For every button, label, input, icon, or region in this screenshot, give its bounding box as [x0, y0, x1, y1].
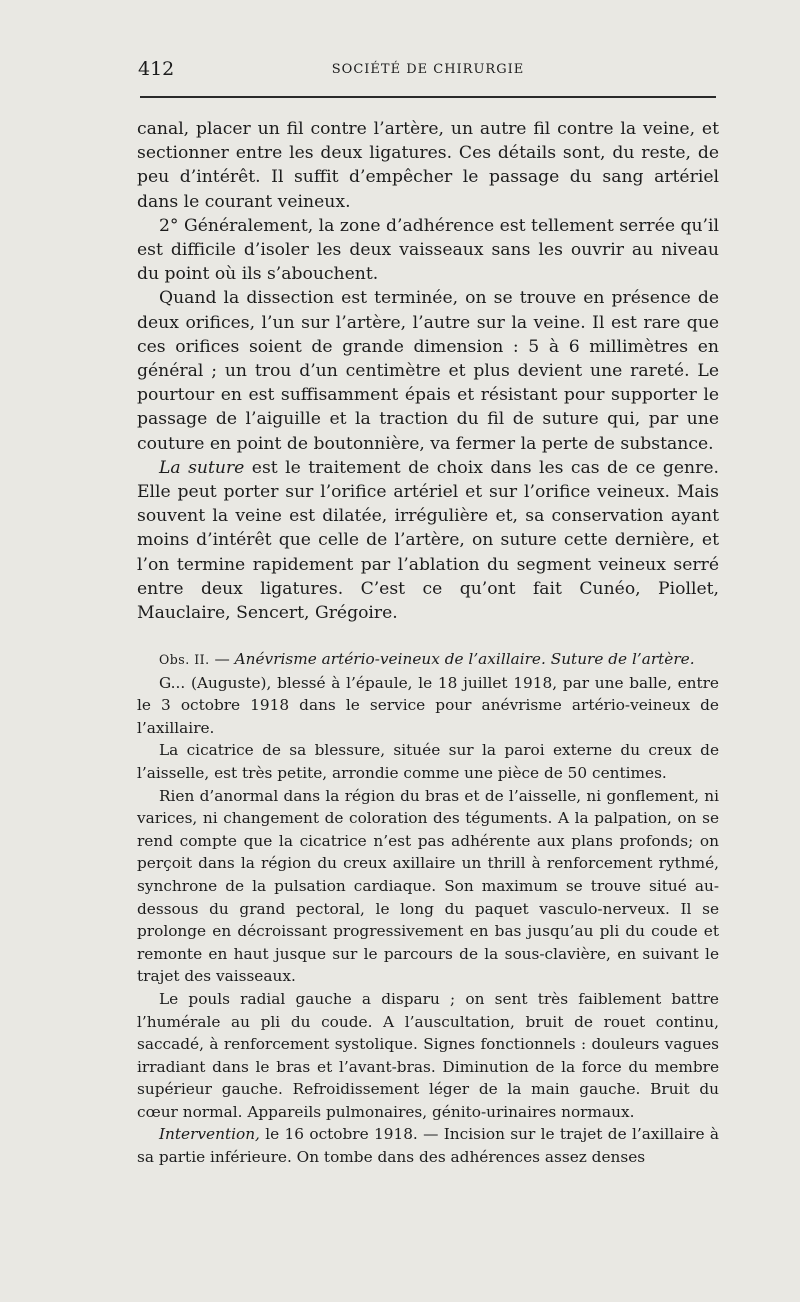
paragraph: Le pouls radial gauche a disparu ; on sent très faiblement battre l’humérale au pli du coude. A l’auscultation, bruit de rouet continu, saccadé, à renforcement systolique. Signes fonctionnels : douleurs vagues irradiant dans le bras et l’avant-bras. Diminution de la force du membre supérieur gauche. Refroidissement léger de la main gauche. Bruit du cœur normal. Appareils pulmonaires, génito-urinaires normaux.: [137, 989, 719, 1121]
paragraph: Quand la dissection est terminée, on se trouve en présence de deux orifices, l’un sur l’artère, l’autre sur la veine. Il est rare que ces orifices soient de grande dimension : 5 à 6 millimètres en général ; un trou d’un centimètre et plus devient une rareté. Le pourtour en est suffisamment épais et résistant pour supporter le passage de l’aiguille et la traction du fil de suture qui, par une couture en point de boutonnière, va fermer la perte de substance.: [137, 288, 719, 454]
italic-term: La suture: [159, 457, 245, 478]
paragraph-text: le 16 octobre 1918. — Incision sur le trajet de l’axillaire à sa partie inférieure. On tombe dans des adhérences assez denses: [137, 1125, 719, 1167]
paragraph: Rien d’anormal dans la région du bras et de l’aisselle, ni gonflement, ni varices, ni changement de coloration des téguments. A la palpation, on se rend compte que la cicatrice n’est pas adhérente aux plans profonds; on perçoit dans la région du creux axillaire un thrill à renforcement rythmé, synchrone de la pulsation cardiaque. Son maximum se trouve situé au-dessous du grand pectoral, le long du paquet vasculo-nerveux. Il se prolonge en décroissant progressivement en bas jusqu’au pli du coude et remonte en haut jusque sur le parcours de la sous-clavière, en suivant le trajet des vaisseaux.: [137, 786, 719, 986]
observation-title: Anévrisme artério-veineux de l’axillaire. Suture de l’artère.: [234, 650, 695, 668]
paragraph-text: est le traitement de choix dans les cas de ce genre. Elle peut porter sur l’orifice artériel et sur l’orifice veineux. Mais souvent la veine est dilatée, irrégulière et, sa conservation ayant moins d’intérêt que celle de l’artère, on suture cette dernière, et l’on termine rapidement par l’ablation du segment veineux serré entre deux ligatures. C’est ce qu’ont fait Cunéo, Piollet, Mauclaire, Sencert, Grégoire.: [137, 457, 719, 624]
paragraph: La cicatrice de sa blessure, située sur la paroi externe du creux de l’aisselle, est très petite, arrondie comme une pièce de 50 centimes.: [137, 741, 719, 782]
page-number: 412: [138, 58, 175, 80]
observation-heading: [137, 648, 719, 672]
paragraph: [137, 456, 719, 625]
observation-dash: —: [209, 650, 235, 668]
paragraph: G... (Auguste), blessé à l’épaule, le 18 juillet 1918, par une balle, entre le 3 octobre 1918 dans le service pour anévrisme artério-veineux de l’axillaire.: [137, 673, 719, 737]
running-title: SOCIÉTÉ DE CHIRURGIE: [331, 62, 525, 77]
header-rule: [140, 96, 716, 98]
observation-section: [137, 648, 719, 1169]
paragraph: canal, placer un fil contre l’artère, un autre fil contre la veine, et sectionner entre les deux ligatures. Ces détails sont, du reste, de peu d’intérêt. Il suffit d’empêcher le passage du sang artériel dans le courant veineux.: [137, 119, 719, 212]
paragraph: [137, 1123, 719, 1168]
italic-term: Intervention,: [159, 1125, 260, 1144]
main-text: [137, 117, 719, 625]
observation-label: Obs. II.: [159, 652, 210, 667]
page-header: [138, 58, 718, 88]
paragraph: 2° Généralement, la zone d’adhérence est tellement serrée qu’il est difficile d’isoler les deux vaisseaux sans les ouvrir au niveau du point où ils s’abouchent.: [137, 215, 719, 285]
